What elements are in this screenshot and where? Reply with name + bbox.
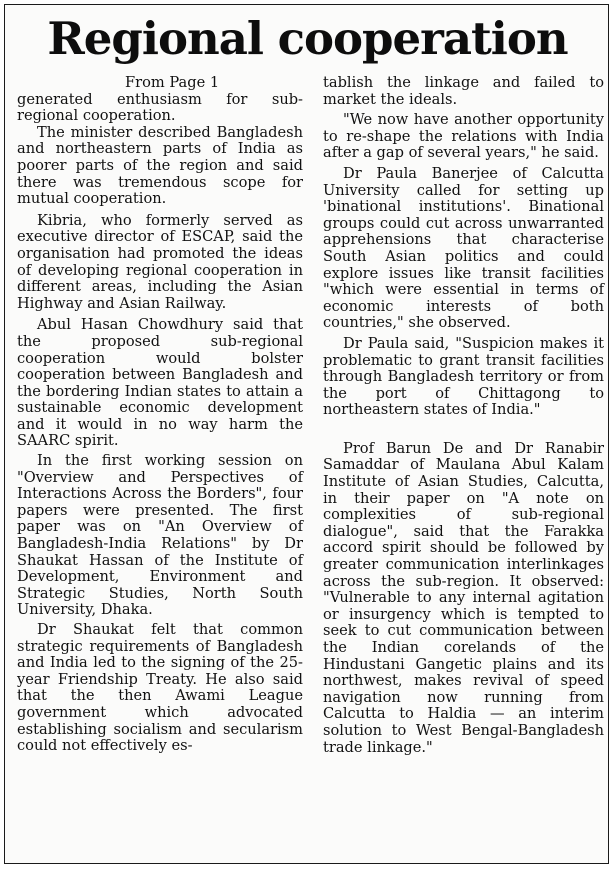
- spacer: [323, 419, 604, 435]
- paragraph: generated enthusiasm for sub-regional cooperation.: [17, 90, 303, 125]
- paragraph: Dr Paula Banerjee of Calcutta University called for setting up 'binational institutions'. Binational groups could cut across unwarranted apprehensions that characterise South Asian politics and could explore issues like transit facilities "which were essential in terms of economic interests of both countries," she observed.: [323, 164, 604, 332]
- paragraph: Abul Hasan Chowdhury said that the proposed sub-regional cooperation would bolster cooperation between Bangladesh and the bordering Indian states to attain a sustainable economic development and it would in no way harm the SAARC spirit.: [17, 316, 303, 450]
- paragraph: Dr Shaukat felt that common strategic requirements of Bangladesh and India led to the signing of the 25-year Friendship Treaty. He also said that the then Awami League government which advocated establishing socialism and secularism could not effectively es-: [17, 621, 303, 755]
- continued-from-label: From Page 1: [125, 74, 220, 91]
- headline: Regional cooperation: [47, 12, 568, 65]
- column-divider: [312, 81, 313, 859]
- paragraph: Kibria, who formerly served as executive director of ESCAP, said the organisation had promoted the ideas of developing regional cooperation in different areas, including the Asian Highway and Asian Railway.: [17, 211, 303, 312]
- paragraph: Dr Paula said, "Suspicion makes it problematic to grant transit facilities through Bangladesh territory or from the port of Chittagong to northeastern states of India.": [323, 334, 604, 419]
- newspaper-clipping: [4, 4, 609, 864]
- paragraph: The minister described Bangladesh and northeastern parts of India as poorer parts of the region and said there was tremendous scope for mutual cooperation.: [17, 123, 303, 208]
- left-column: [17, 75, 303, 755]
- paragraph: "We now have another opportunity to re-shape the relations with India after a gap of several years," he said.: [323, 111, 604, 162]
- paragraph: tablish the linkage and failed to market the ideals.: [323, 74, 604, 108]
- paragraph: Prof Barun De and Dr Ranabir Samaddar of Maulana Abul Kalam Institute of Asian Studies, Calcutta, in their paper on "A note on complexities of sub-regional dialogue", said that the Farakka accord spirit should be followed by greater communication interlinkages across the sub-region. It observed: "Vulnerable to any internal agitation or insurgency which is tempted to seek to cut communication between the Indian corelands of the Hindustani Gangetic plains and its northwest, makes revival of speed navigation now running from Calcutta to Haldia — an interim solution to West Bengal-Bangladesh trade linkage.": [323, 439, 604, 756]
- right-column: [323, 75, 604, 756]
- paragraph: In the first working session on "Overview and Perspectives of Interactions Across the Borders", four papers were presented. The first paper was on "An Overview of Bangladesh-India Relations" by Dr Shaukat Hassan of the Institute of Development, Environment and Strategic Studies, North South University, Dhaka.: [17, 452, 303, 619]
